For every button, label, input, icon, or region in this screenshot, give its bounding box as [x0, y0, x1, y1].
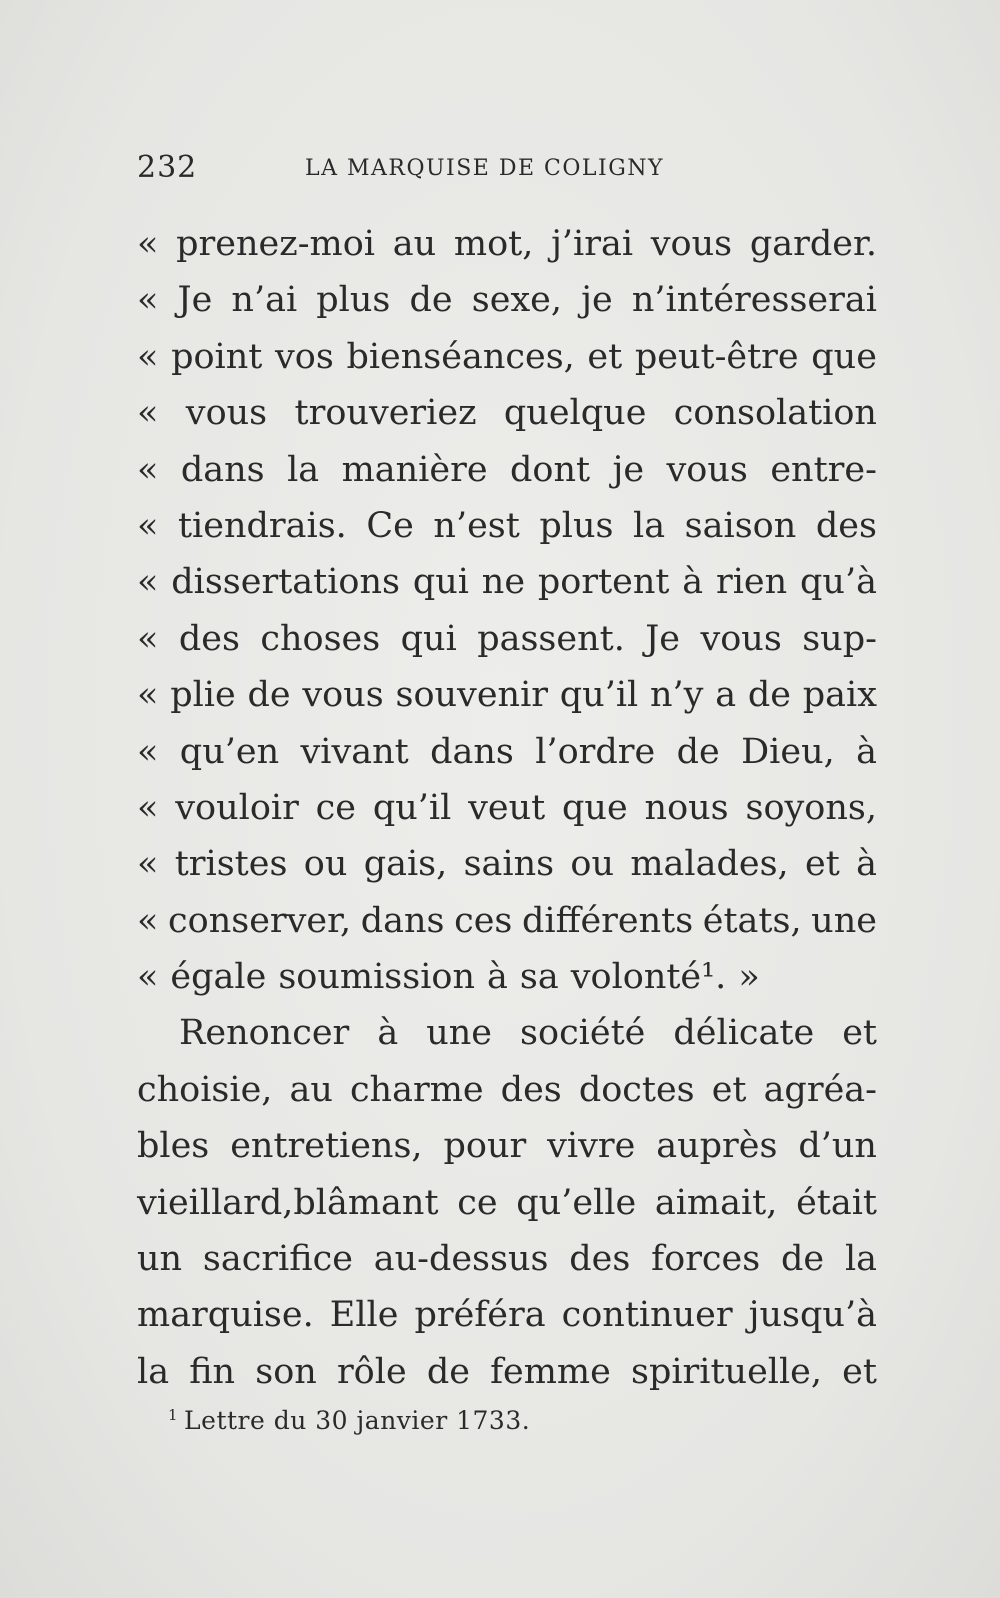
- word: rien: [716, 562, 788, 603]
- word: Je: [177, 280, 213, 321]
- word: vous: [650, 224, 733, 264]
- word: jusqu’à: [748, 1295, 877, 1336]
- word: je: [581, 280, 613, 321]
- word: «: [137, 562, 159, 603]
- word: veut: [468, 787, 546, 828]
- text-line: [137, 385, 877, 441]
- word: qu’elle: [516, 1182, 637, 1223]
- word: je: [612, 449, 645, 490]
- word: agréa-: [763, 1069, 877, 1110]
- word: conserver,: [168, 900, 352, 941]
- word: préféra: [414, 1295, 546, 1336]
- word: bienséances,: [346, 336, 575, 377]
- word: sexe,: [471, 280, 563, 321]
- word: choisie,: [137, 1069, 273, 1110]
- word: »: [738, 957, 760, 998]
- word: vivre: [547, 1126, 636, 1167]
- word: qui: [400, 618, 457, 659]
- word: vous: [185, 393, 268, 434]
- word: «: [137, 900, 159, 941]
- word: saison: [684, 505, 797, 546]
- word: de: [426, 1351, 470, 1392]
- text-line: [137, 1118, 877, 1174]
- word: spirituelle,: [630, 1351, 823, 1392]
- text-line: [137, 724, 877, 780]
- word: sup-: [802, 618, 877, 659]
- word: aimait,: [654, 1182, 778, 1223]
- word: «: [137, 505, 159, 546]
- word: malades,: [630, 844, 789, 885]
- word: états,: [702, 900, 802, 941]
- word: souvenir: [395, 675, 549, 716]
- word: de: [409, 280, 453, 321]
- word: plie: [170, 675, 236, 716]
- text-line: [137, 667, 877, 723]
- word: garder.: [749, 224, 877, 264]
- word: point: [171, 336, 263, 377]
- word: et: [842, 1013, 877, 1054]
- word: paix: [802, 675, 877, 716]
- word: Dieu,: [741, 731, 835, 772]
- word: l’ordre: [535, 731, 656, 772]
- word: soyons,: [745, 787, 877, 828]
- word: la: [137, 1351, 170, 1392]
- word: une: [426, 1013, 493, 1054]
- word: et: [842, 1351, 877, 1392]
- word: dans: [180, 449, 265, 490]
- word: qu’il: [372, 787, 452, 828]
- word: de: [781, 1239, 825, 1280]
- word: «: [137, 280, 159, 321]
- word: sacrifice: [202, 1239, 353, 1280]
- word: différents: [521, 900, 694, 941]
- word: des: [569, 1239, 631, 1280]
- text-line: [137, 780, 877, 836]
- word: doctes: [578, 1069, 695, 1110]
- word: bles: [137, 1126, 210, 1167]
- word: tiendrais.: [177, 505, 347, 546]
- text-line: [137, 554, 877, 610]
- word: sains: [463, 844, 555, 885]
- word: pour: [443, 1126, 527, 1167]
- word: portent: [537, 562, 670, 603]
- word: des: [815, 505, 877, 546]
- word: charme: [349, 1069, 484, 1110]
- word: et: [804, 844, 840, 885]
- word: «: [137, 844, 159, 885]
- word: volonté¹.: [570, 957, 727, 998]
- text-line: [137, 216, 877, 272]
- word: «: [137, 731, 159, 772]
- word: et: [587, 336, 623, 377]
- word: des: [500, 1069, 562, 1110]
- word: n’y: [650, 675, 704, 716]
- word: dont: [509, 449, 591, 490]
- word: plus: [316, 280, 391, 321]
- word: «: [137, 393, 159, 434]
- word: prenez-moi: [176, 224, 375, 264]
- word: «: [137, 957, 159, 998]
- word: femme: [490, 1351, 611, 1392]
- word: la: [287, 449, 320, 490]
- word: passent.: [477, 618, 625, 659]
- word: de: [247, 675, 291, 716]
- word: vivant: [300, 731, 409, 772]
- text-line: [137, 1344, 877, 1400]
- word: qu’à: [800, 562, 877, 603]
- word: ou: [570, 844, 615, 885]
- word: des: [178, 618, 240, 659]
- word: que: [811, 336, 877, 377]
- word: qu’en: [179, 731, 280, 772]
- word: à: [856, 844, 877, 885]
- word: a: [715, 675, 737, 716]
- word: Renoncer: [179, 1013, 350, 1054]
- paragraph-first-line: [137, 1005, 877, 1061]
- word: gais,: [363, 844, 448, 885]
- word: d’un: [798, 1126, 877, 1167]
- word: dans: [430, 731, 514, 772]
- word: n’intéresserai: [631, 280, 877, 321]
- word: n’est: [433, 505, 520, 546]
- word: qui: [412, 562, 469, 603]
- body-text: [137, 216, 877, 1400]
- word: au-dessus: [373, 1239, 549, 1280]
- word: de: [747, 675, 791, 716]
- word: à: [856, 731, 877, 772]
- word: Elle: [329, 1295, 399, 1336]
- word: «: [137, 449, 159, 490]
- word: ou: [303, 844, 348, 885]
- word: j’irai: [551, 224, 634, 264]
- text-line: [137, 1175, 877, 1231]
- footnote-marker: 1: [168, 1406, 179, 1424]
- word: délicate: [673, 1013, 815, 1054]
- word: «: [137, 675, 159, 716]
- word: peut-être: [634, 336, 799, 377]
- footnote: [168, 1406, 530, 1435]
- word: continuer: [561, 1295, 733, 1336]
- text-line: [137, 893, 877, 949]
- word: à: [487, 957, 508, 998]
- word: était: [796, 1182, 877, 1223]
- word: Je: [645, 618, 681, 659]
- word: nous: [644, 787, 729, 828]
- word: une: [811, 900, 877, 941]
- running-title: LA MARQUISE DE COLIGNY: [305, 156, 665, 181]
- word: plus: [539, 505, 614, 546]
- word: quelque: [503, 393, 647, 434]
- word: et: [711, 1069, 747, 1110]
- word: n’ai: [231, 280, 298, 321]
- word: vouloir: [175, 787, 299, 828]
- word: vos: [274, 336, 334, 377]
- word: choses: [260, 618, 381, 659]
- word: mot,: [453, 224, 534, 264]
- word: dans: [360, 900, 445, 941]
- word: vous: [302, 675, 384, 716]
- word: marquise.: [137, 1295, 314, 1336]
- word: égale: [170, 957, 267, 998]
- word: à: [682, 562, 704, 603]
- word: rôle: [336, 1351, 407, 1392]
- word: ces: [454, 900, 513, 941]
- word: Ce: [366, 505, 414, 546]
- word: ce: [457, 1182, 498, 1223]
- word: entre-: [770, 449, 877, 490]
- text-line: [137, 949, 877, 1005]
- text-line: [137, 611, 877, 667]
- word: manière: [341, 449, 488, 490]
- text-line: [137, 442, 877, 498]
- text-line: [137, 836, 877, 892]
- word: que: [562, 787, 628, 828]
- word: la: [844, 1239, 877, 1280]
- text-line: [137, 1287, 877, 1343]
- text-line: [137, 272, 877, 328]
- word: forces: [651, 1239, 761, 1280]
- word: qu’il: [559, 675, 639, 716]
- word: «: [137, 224, 159, 264]
- word: son: [255, 1351, 317, 1392]
- page-header: [137, 150, 727, 190]
- word: soumission: [278, 957, 476, 998]
- word: au: [392, 224, 437, 264]
- word: consolation: [673, 393, 877, 434]
- word: société: [520, 1013, 646, 1054]
- word: fin: [189, 1351, 236, 1392]
- word: un: [137, 1239, 183, 1280]
- word: auprès: [656, 1126, 778, 1167]
- word: vous: [700, 618, 782, 659]
- page-number: 232: [137, 150, 198, 185]
- word: ce: [315, 787, 356, 828]
- text-line: [137, 329, 877, 385]
- word: «: [137, 336, 159, 377]
- word: entretiens,: [230, 1126, 423, 1167]
- word: ne: [481, 562, 526, 603]
- word: vous: [666, 449, 748, 490]
- word: «: [137, 787, 159, 828]
- word: à: [377, 1013, 399, 1054]
- word: «: [137, 618, 159, 659]
- word: tristes: [174, 844, 288, 885]
- footnote-text: Lettre du 30 janvier 1733.: [184, 1406, 531, 1435]
- word: au: [289, 1069, 333, 1110]
- word: dissertations: [171, 562, 400, 603]
- word: de: [676, 731, 720, 772]
- text-line: [137, 498, 877, 554]
- word: la: [633, 505, 666, 546]
- word: trouveriez: [294, 393, 477, 434]
- word: vieillard,blâmant: [137, 1182, 439, 1223]
- text-line: [137, 1062, 877, 1118]
- text-line: [137, 1231, 877, 1287]
- word: sa: [519, 957, 559, 998]
